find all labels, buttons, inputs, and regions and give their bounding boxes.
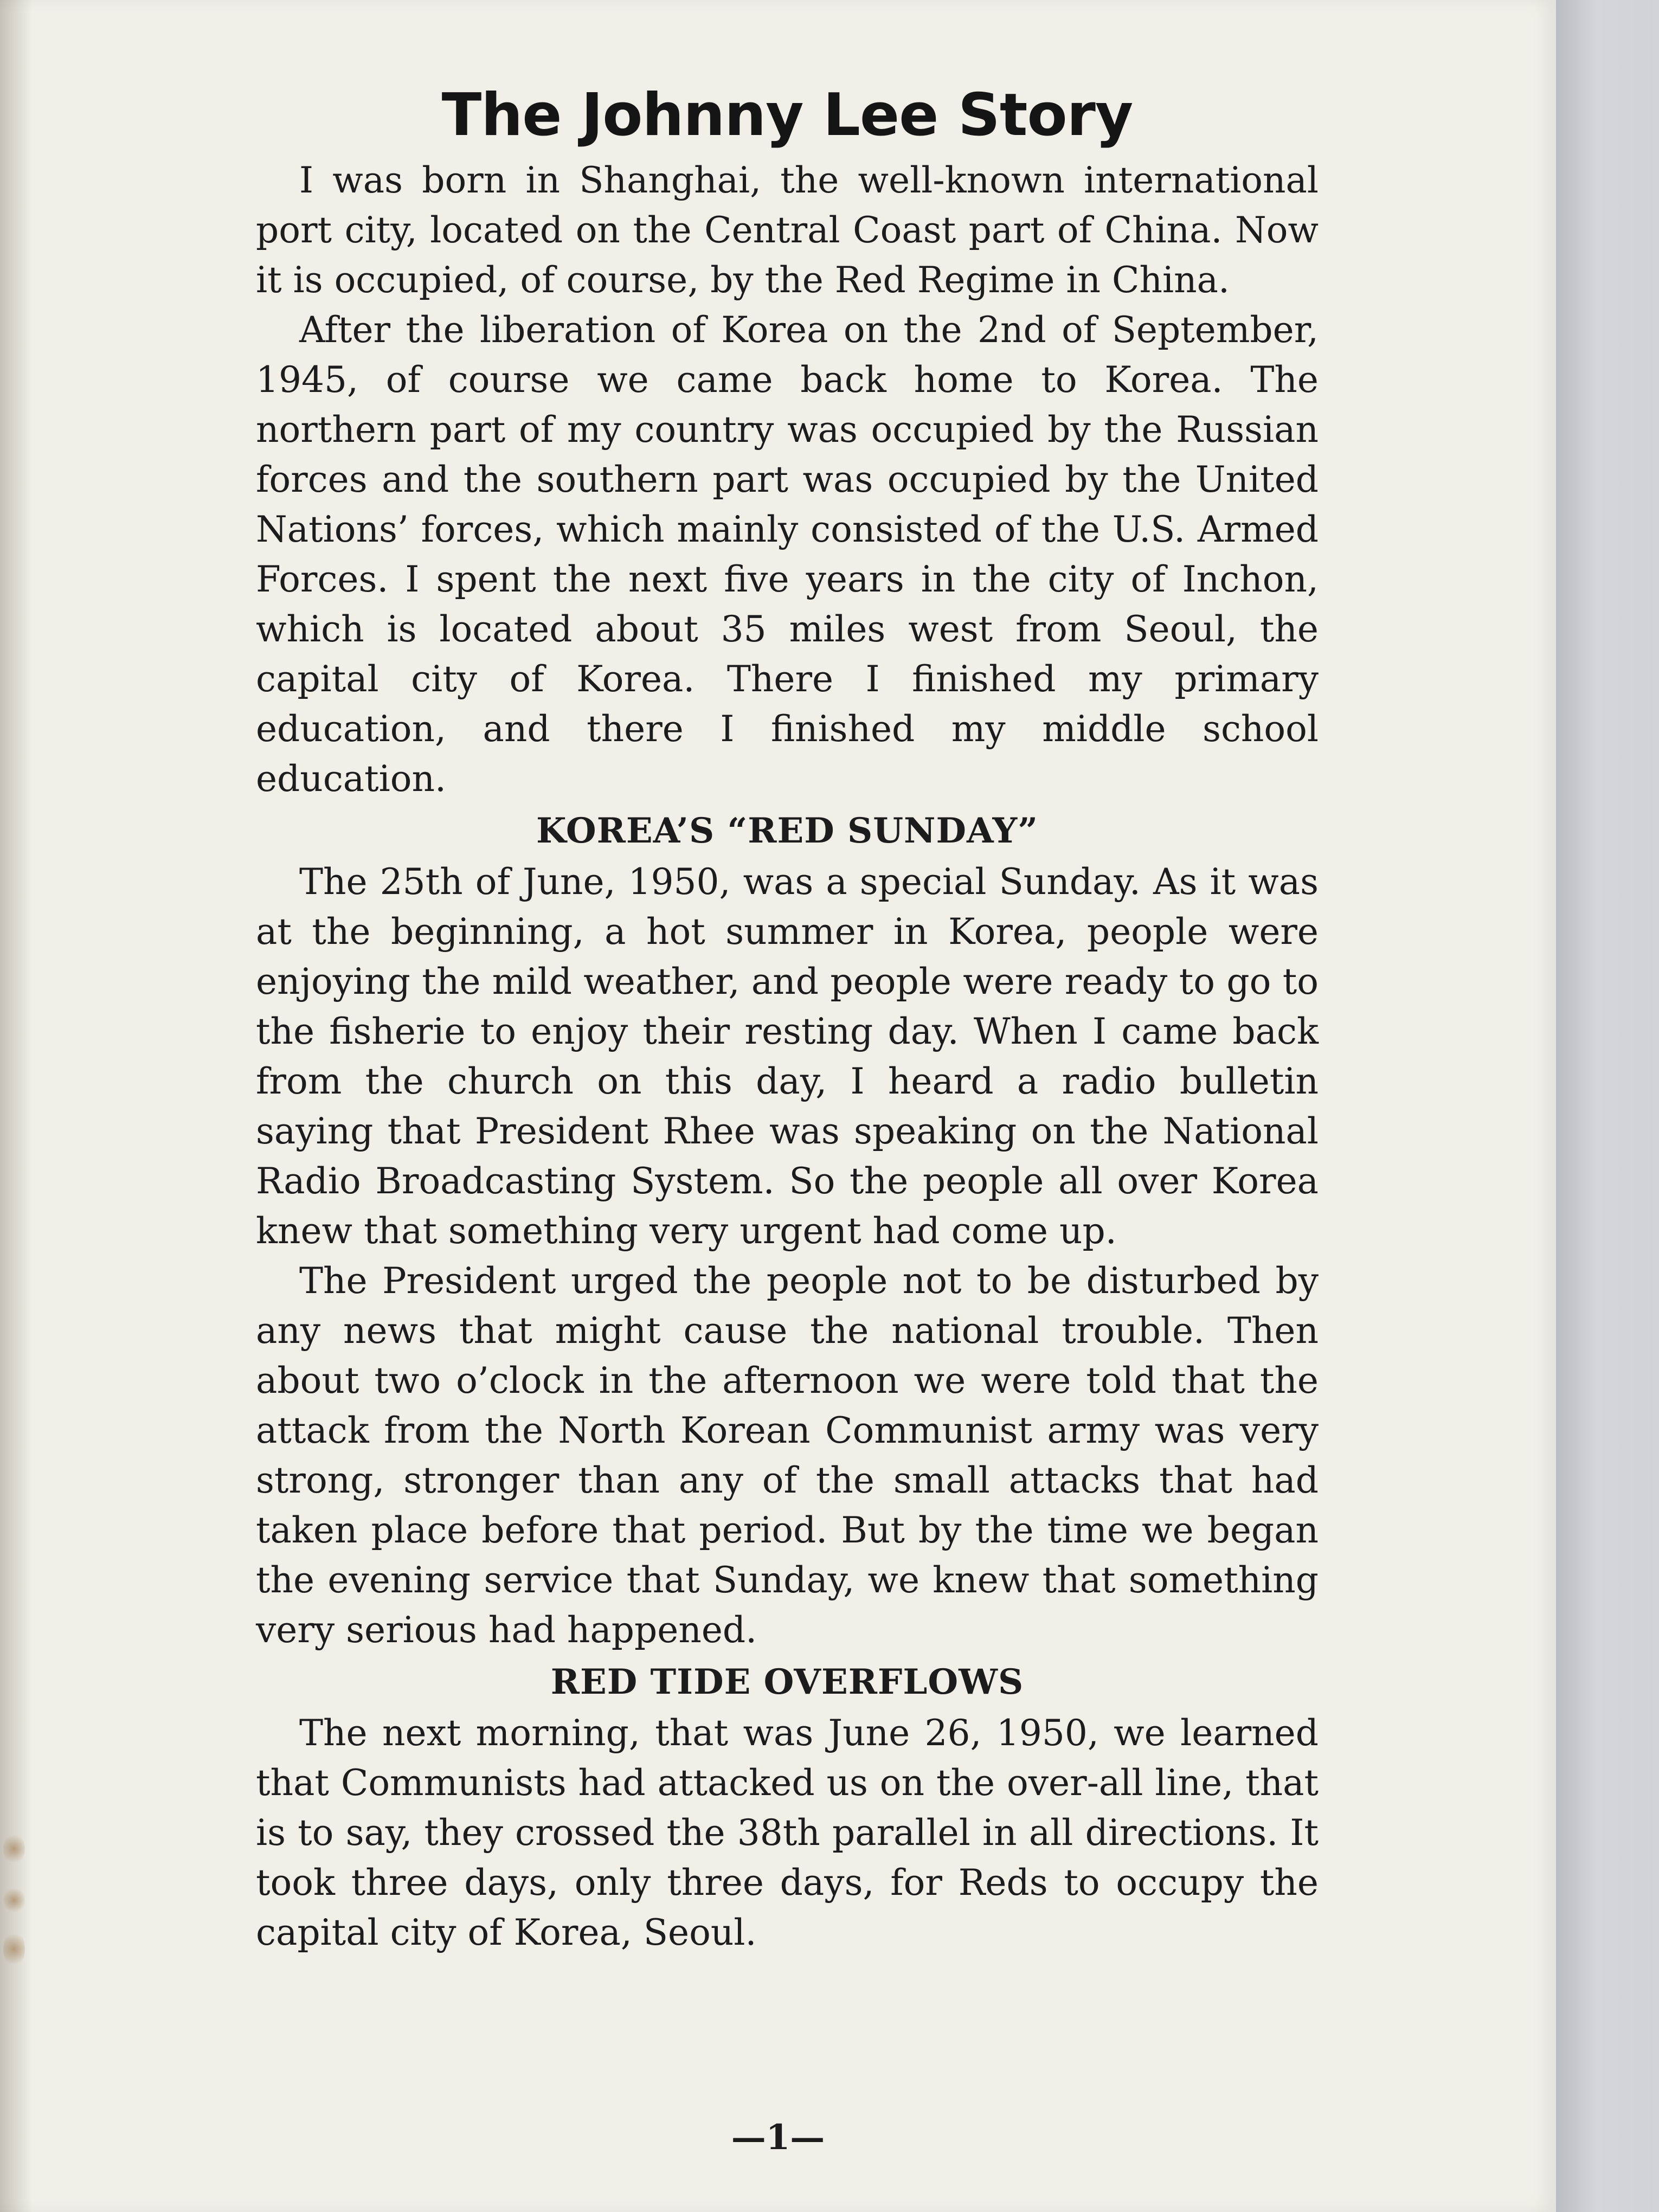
paragraph: After the liberation of Korea on the 2nd of September, 1945, of course we came back home to Korea. The northern part of my country was occupied by the Russian forces and the southern part was occupied by the United Nations’ forces, which mainly consisted of the U.S. Armed Forces. I spent the next five years in the city of Inchon, which is located about 35 miles west from Seoul, the capital city of Korea. There I finished my primary education, and there I finished my middle school education. — [256, 309, 1319, 800]
background-surface — [1556, 0, 1659, 2212]
age-stain — [3, 1887, 25, 1914]
page-content — [256, 65, 1319, 1958]
spine-shadow — [0, 0, 33, 2212]
section-intro — [256, 156, 1319, 804]
section-red-sunday — [256, 806, 1319, 1655]
paragraph: I was born in Shanghai, the well-known international port city, located on the Central Coast part of China. Now it is occupied, of course, by the Red Regime in China. — [256, 159, 1319, 301]
paragraph: The President urged the people not to be disturbed by any news that might cause the national trouble. Then about two o’clock in the afternoon we were told that the attack from the North Korean Communist army was very strong, stronger than any of the small attacks that had taken place before that period. But by the time we began the evening service that Sunday, we knew that something very serious had happened. — [256, 1260, 1319, 1651]
paragraph: The 25th of June, 1950, was a special Sunday. As it was at the beginning, a hot summer in Korea, people were enjoying the mild weather, and people were ready to go to the fisherie to enjoy their resting day. When I came back from the church on this day, I heard a radio bulletin saying that President Rhee was speaking on the National Radio Broadcasting System. So the people all over Korea knew that something very urgent had come up. — [256, 861, 1319, 1252]
section-heading: RED TIDE OVERFLOWS — [550, 1662, 1024, 1702]
age-stain — [3, 1930, 25, 1968]
section-red-tide — [256, 1657, 1319, 1958]
page-number: —1— — [731, 2117, 825, 2158]
age-stain — [3, 1832, 25, 1865]
paragraph: The next morning, that was June 26, 1950, we learned that Communists had attacked us on the over-all line, that is to say, they crossed the 38th parallel in all directions. It took three days, only three days, for Reds to occupy the capital city of Korea, Seoul. — [256, 1712, 1319, 1953]
page-title: The Johnny Lee Story — [441, 81, 1133, 149]
section-heading: KOREA’S “RED SUNDAY” — [536, 811, 1039, 851]
